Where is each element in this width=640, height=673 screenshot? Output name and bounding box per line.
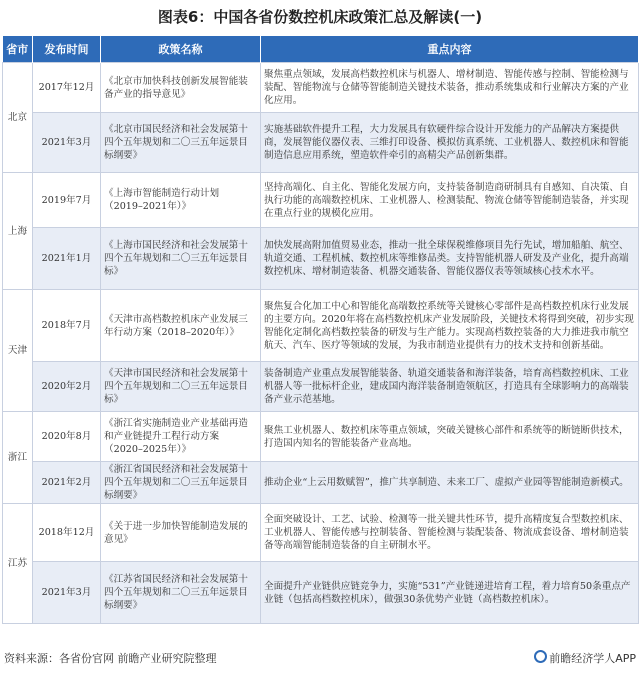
province-cell: 天津 (3, 290, 33, 412)
header-date: 发布时间 (33, 36, 101, 63)
content-cell: 全面提升产业链供应链竞争力，实施“531”产业链递进培育工程，着力培育50条重点产业链（包括高档数控机床），做强30条优势产业链（高档数控机床）。 (261, 562, 639, 624)
date-cell: 2021年3月 (33, 113, 101, 173)
content-cell: 推动企业“上云用数赋智”，推广共享制造、未来工厂、虚拟产业园等智能制造新模式。 (261, 462, 639, 504)
content-cell: 聚焦重点领域，发展高档数控机床与机器人、增材制造、智能传感与控制、智能检测与装配、智能物流与仓储等智能制造关键技术装备，推动系统集成和行业解决方案的产业化应用。 (261, 63, 639, 113)
date-cell: 2018年12月 (33, 504, 101, 562)
header-policy-name: 政策名称 (101, 36, 261, 63)
policy-name-cell: 《天津市国民经济和社会发展第十四个五年规划和二〇三五年远景目标》 (101, 362, 261, 412)
policy-name-cell: 《浙江省实施制造业产业基础再造和产业链提升工程行动方案（2020–2025年）》 (101, 412, 261, 462)
province-cell: 北京 (3, 63, 33, 173)
table-row (3, 462, 639, 504)
table-row (3, 562, 639, 624)
province-cell: 浙江 (3, 412, 33, 504)
table-row (3, 504, 639, 562)
date-cell: 2020年2月 (33, 362, 101, 412)
brand-credit (534, 650, 636, 666)
province-cell: 江苏 (3, 504, 33, 624)
policy-name-cell: 《浙江省国民经济和社会发展第十四个五年规划和二〇三五年远景目标纲要》 (101, 462, 261, 504)
date-cell: 2018年7月 (33, 290, 101, 362)
policy-table (2, 36, 639, 624)
table-row (3, 173, 639, 228)
policy-name-cell: 《北京市国民经济和社会发展第十四个五年规划和二〇三五年远景目标纲要》 (101, 113, 261, 173)
table-row (3, 362, 639, 412)
table-row (3, 113, 639, 173)
date-cell: 2021年2月 (33, 462, 101, 504)
content-cell: 聚焦复合化加工中心和智能化高端数控系统等关键核心零部件是高档数控机床行业发展的主要方向。2020年将在高档数控机床产业发展阶段，关键技术将得到突破，初步实现智能化定制化高档数控装备的研发与生产能力。实现高档数控装备的大力推进我市航空航天、汽车、医疗等领域的发展，为我市制造业提供有力的技术支持和创新基础。 (261, 290, 639, 362)
table-row (3, 63, 639, 113)
figure-title: 图表6：中国各省份数控机床政策汇总及解读(一) (157, 8, 483, 26)
policy-name-cell: 《上海市智能制造行动计划（2019–2021年）》 (101, 173, 261, 228)
policy-name-cell: 《天津市高档数控机床产业发展三年行动方案（2018–2020年）》 (101, 290, 261, 362)
header-key-content: 重点内容 (261, 36, 639, 63)
table-row (3, 290, 639, 362)
date-cell: 2021年3月 (33, 562, 101, 624)
policy-name-cell: 《上海市国民经济和社会发展第十四个五年规划和二〇三五年远景目标》 (101, 228, 261, 290)
header-province: 省市 (3, 36, 33, 63)
content-cell: 装备制造产业重点发展智能装备、轨道交通装备和海洋装备，培育高档数控机床、工业机器人等一批标杆企业，建成国内海洋装备制造领航区，打造具有全球影响力的高端装备产业示范基地。 (261, 362, 639, 412)
table-header-row (3, 36, 639, 63)
content-cell: 实施基础软件提升工程，大力发展具有软硬件综合设计开发能力的产品解决方案提供商，发展智能仪器仪表、三维打印设备、模拟仿真系统、工业机器人、数控机床和智能制造信息应用系统，塑造软件牵引的高精尖产品创新集群。 (261, 113, 639, 173)
policy-name-cell: 《关于进一步加快智能制造发展的意见》 (101, 504, 261, 562)
brand-logo-icon (534, 650, 547, 663)
policy-name-cell: 《江苏省国民经济和社会发展第十四个五年规划和二〇三五年远景目标纲要》 (101, 562, 261, 624)
content-cell: 加快发展高附加值贸易业态，推动一批全球保税维修项目先行先试，增加船舶、航空、轨道交通、工程机械、数控机床等维修品类。支持智能机器人研发及产业化，提升高端数控机床、增材制造装备、机器交通装备、智能仪器仪表等领域核心技术水平。 (261, 228, 639, 290)
table-row (3, 228, 639, 290)
date-cell: 2017年12月 (33, 63, 101, 113)
content-cell: 全面突破设计、工艺、试验、检测等一批关键共性环节，提升高精度复合型数控机床、工业机器人、智能传感与控制装备、智能检测与装配装备、物流成套设备、增材制造装备等高端智能制造装备的自主研制水平。 (261, 504, 639, 562)
brand-name: 前瞻经济学人APP (549, 652, 636, 665)
source-note: 资料来源：各省份官网 前瞻产业研究院整理 (4, 652, 217, 665)
policy-name-cell: 《北京市加快科技创新发展智能装备产业的指导意见》 (101, 63, 261, 113)
content-cell: 坚持高端化、自主化、智能化发展方向，支持装备制造商研制具有自感知、自决策、自执行功能的高端数控机床、工业机器人、检测装配、物流仓储等智能制造装备，并实现在重点行业的规模化应用。 (261, 173, 639, 228)
date-cell: 2019年7月 (33, 173, 101, 228)
table-row (3, 412, 639, 462)
date-cell: 2020年8月 (33, 412, 101, 462)
content-cell: 聚焦工业机器人、数控机床等重点领域，突破关键核心部件和系统等的断链断供技术，打造国内知名的智能装备产业高地。 (261, 412, 639, 462)
province-cell: 上海 (3, 173, 33, 290)
date-cell: 2021年1月 (33, 228, 101, 290)
